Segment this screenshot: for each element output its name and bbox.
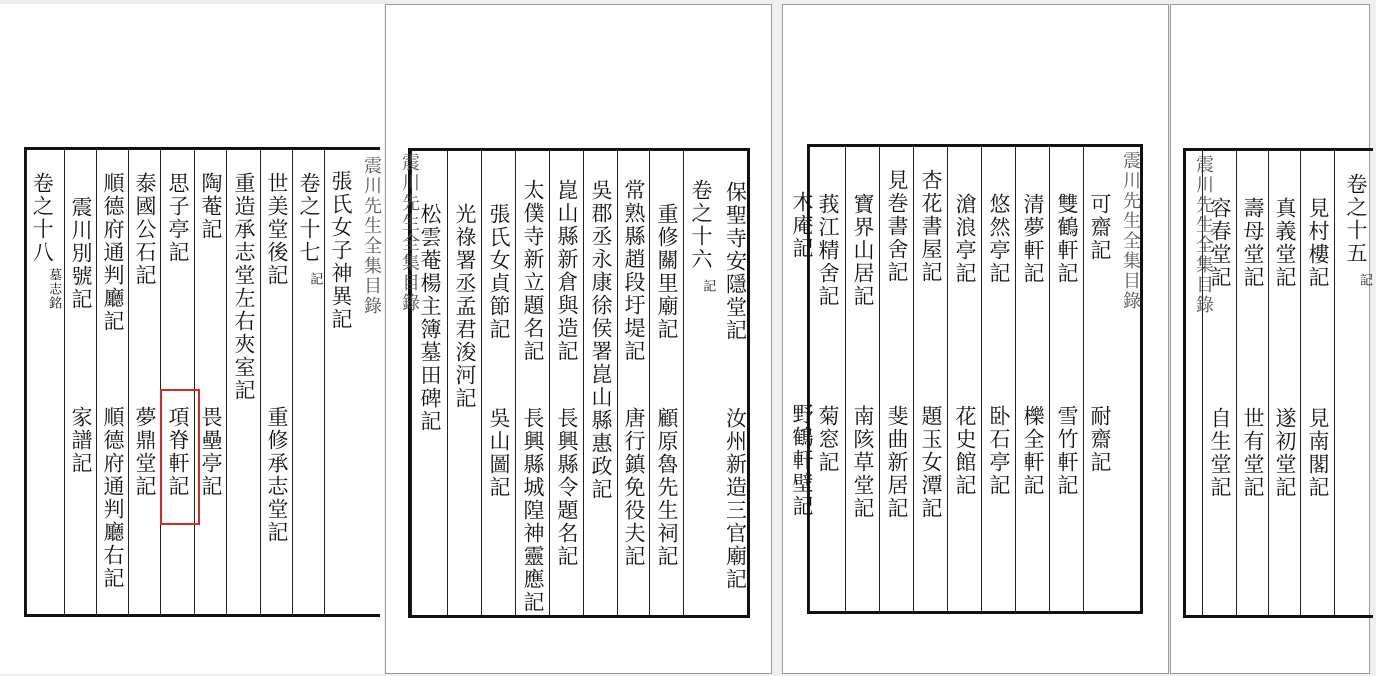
- column-text: 松雲菴楊主簿墓田碑記: [418, 203, 442, 433]
- column: [981, 147, 1015, 611]
- column-text: 順德府通判廳右記: [101, 406, 125, 590]
- column-text: 陶菴記: [199, 172, 223, 241]
- column: [128, 150, 160, 614]
- column-text: 雙鶴軒記: [1055, 193, 1079, 285]
- column: [649, 151, 683, 615]
- page-edge-title: 震川先生全集目錄: [361, 156, 382, 316]
- column-text: 野鶴軒壁記: [790, 403, 814, 518]
- column-text: 墓志銘: [46, 268, 62, 310]
- column-text: 題玉女潭記: [919, 405, 943, 520]
- column-text: 滄浪亭記: [953, 193, 977, 285]
- column-text: 菊窓記: [816, 405, 840, 474]
- column: [809, 147, 845, 611]
- page-frame: [1183, 148, 1373, 618]
- column-text: 卷之十六: [689, 179, 713, 271]
- column: [356, 150, 386, 614]
- column: [292, 150, 324, 614]
- document-page-4: [1170, 4, 1373, 674]
- page-frame: [807, 144, 1143, 614]
- column: [549, 151, 583, 615]
- column-text: 家譜記: [69, 406, 93, 475]
- column-text: 杏花書屋記: [919, 169, 943, 284]
- column-text: 可齋記: [1088, 193, 1112, 262]
- column: [515, 151, 549, 615]
- column: [260, 150, 292, 614]
- column-text: 自生堂記: [1208, 407, 1232, 499]
- column-text: 記: [307, 272, 323, 286]
- column-text: 清夢軒記: [1021, 193, 1045, 285]
- column: [717, 151, 753, 615]
- column: [913, 147, 947, 611]
- column-text: 雪竹軒記: [1055, 405, 1079, 497]
- column: [64, 150, 96, 614]
- column-text: 吳郡丞永康徐侯署崑山縣惠政記: [589, 179, 613, 501]
- column-text: 真義堂記: [1273, 197, 1297, 289]
- column-text: 南陔草堂記: [851, 405, 875, 520]
- column-text: 夢鼎堂記: [133, 406, 157, 498]
- column-text: 泰國公石記: [133, 172, 157, 287]
- column-text: 遂初堂記: [1273, 407, 1297, 499]
- column-text: 汝州新造三官廟記: [723, 407, 748, 591]
- page-edge-title: 震川先生全集目錄: [399, 153, 420, 313]
- page-frame: [408, 148, 750, 618]
- page-frame: [24, 147, 380, 617]
- column-text: 思子亭記: [166, 172, 190, 264]
- column: [1083, 147, 1115, 611]
- page-edge-title: 震川先生全集目錄: [1120, 151, 1141, 311]
- column: [447, 151, 481, 615]
- page-edge-title: 震川先生全集目錄: [1193, 155, 1214, 315]
- column-text: 常熟縣趙段圩堤記: [622, 179, 646, 363]
- column: [226, 150, 260, 614]
- column: [194, 150, 226, 614]
- column-text: 顧原魯先生祠記: [655, 407, 679, 568]
- highlight-box: [160, 389, 200, 525]
- column-text: 卷之十八: [30, 172, 55, 264]
- column-text: 張氏女子神異記: [329, 170, 353, 331]
- column: [1334, 151, 1376, 615]
- column: [324, 150, 356, 614]
- column-text: 震川別號記: [69, 196, 93, 311]
- column-text: 卧石亭記: [987, 405, 1011, 497]
- column-text: 吳山圖記: [487, 407, 511, 499]
- column-text: 見南閣記: [1306, 407, 1330, 499]
- column-text: 耐齋記: [1088, 405, 1112, 474]
- column-text: 卷之十七: [297, 172, 321, 264]
- column-text: 光祿署丞孟君浚河記: [453, 203, 477, 410]
- column: [96, 150, 128, 614]
- column-text: 卷之十五: [1344, 173, 1368, 265]
- column-text: 容春堂記: [1208, 197, 1232, 289]
- column-text: 畏壘亭記: [199, 406, 223, 498]
- column: [1236, 151, 1268, 615]
- column: [1115, 147, 1145, 611]
- column-text: 木庵記: [790, 191, 814, 260]
- column-text: 記: [1357, 273, 1373, 287]
- column-text: 壽母堂記: [1241, 197, 1265, 289]
- column-text: 悠然亭記: [987, 193, 1011, 285]
- document-page-3: [782, 4, 1169, 674]
- column: [26, 150, 64, 614]
- column: [583, 151, 617, 615]
- column: [1015, 147, 1049, 611]
- document-page-1: [0, 4, 384, 674]
- column-text: 櫟全軒記: [1021, 405, 1045, 497]
- column: [1202, 151, 1236, 615]
- column: [879, 147, 913, 611]
- column-text: 重修關里廟記: [655, 203, 679, 341]
- column-text: 記: [700, 279, 716, 293]
- column: [683, 151, 717, 615]
- column: [947, 147, 981, 611]
- column-text: 長興縣城隍神靈應記: [521, 407, 545, 614]
- column: [481, 151, 515, 615]
- column-text: 重造承志堂左右夾室記: [232, 172, 256, 402]
- column: [160, 150, 194, 614]
- column-text: 斐曲新居記: [885, 405, 909, 520]
- column-text: 見村樓記: [1306, 197, 1330, 289]
- column-text: 寶界山居記: [851, 193, 875, 308]
- column-text: 太僕寺新立題名記: [521, 179, 545, 363]
- column-text: 唐行鎮免役夫記: [622, 407, 646, 568]
- column-text: 見巻書舍記: [885, 169, 909, 284]
- column: [845, 147, 879, 611]
- column-text: 重修承志堂記: [265, 406, 289, 544]
- column-text: 世美堂後記: [265, 172, 289, 287]
- column-text: 莪江精舍記: [816, 193, 840, 308]
- column-text: 長興縣令題名記: [555, 407, 579, 568]
- column-text: 保聖寺安隱堂記: [723, 181, 748, 342]
- column: [1268, 151, 1300, 615]
- highlighted-entry: 項脊軒記: [166, 406, 190, 498]
- column-text: 崑山縣新倉與造記: [555, 179, 579, 363]
- column-text: 花史館記: [953, 405, 977, 497]
- column-text: 張氏女貞節記: [487, 203, 511, 341]
- column-text: 順德府通判廳記: [101, 172, 125, 333]
- column: [1300, 151, 1334, 615]
- column: [617, 151, 649, 615]
- column-text: 世有堂記: [1241, 407, 1265, 499]
- column: [1049, 147, 1083, 611]
- document-page-2: [385, 4, 772, 674]
